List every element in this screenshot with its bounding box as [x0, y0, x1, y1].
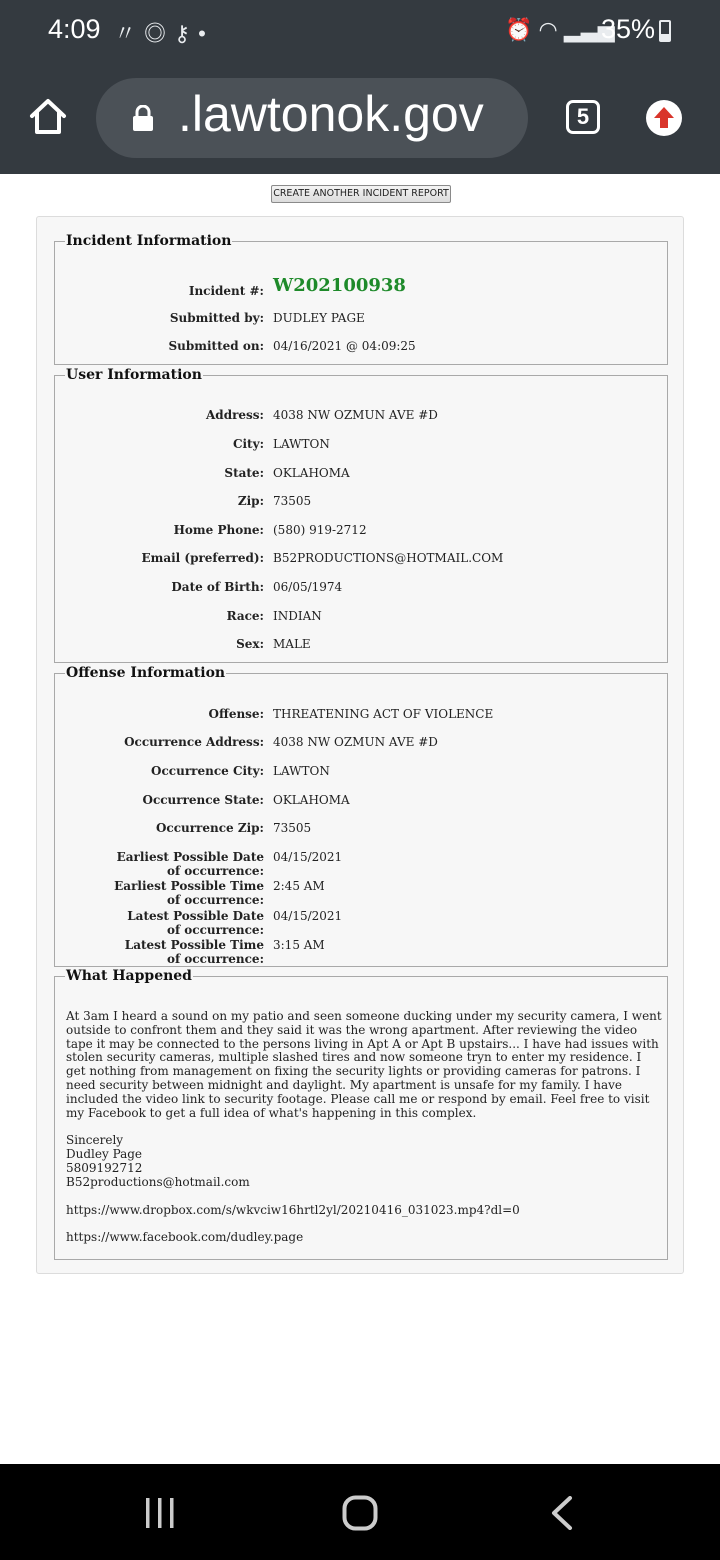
status-bar — [0, 0, 720, 62]
user-information-section — [54, 367, 668, 663]
offense-row-label: Occurrence City: — [151, 764, 264, 778]
offense-row-value: 2:45 AM — [273, 879, 325, 893]
user-row-value: OKLAHOMA — [273, 466, 350, 480]
recents-icon[interactable] — [144, 1497, 176, 1529]
offense-row-value: 73505 — [273, 821, 312, 835]
user-row-label: Address: — [206, 408, 264, 422]
home-icon[interactable] — [28, 96, 68, 136]
up-arrow-icon — [646, 100, 682, 136]
incident-information-section — [54, 233, 668, 365]
signature-phone: 5809192712 — [66, 1160, 143, 1175]
dropbox-link: https://www.dropbox.com/s/wkvciw16hrtl2yl/20210416_031023.mp4?dl=0 — [66, 1202, 520, 1217]
offense-row-label: Earliest Possible Time of occurrence: — [114, 879, 264, 907]
offense-row-value: 04/15/2021 — [273, 909, 343, 923]
tab-switcher-button[interactable]: 5 — [566, 100, 600, 134]
update-button[interactable] — [646, 100, 682, 136]
report-panel — [36, 216, 684, 1274]
user-row-value: LAWTON — [273, 437, 330, 451]
cell-signal-icon: ▂▃▅ — [563, 17, 615, 42]
signal-wave-icon: 〃 — [114, 21, 145, 46]
submitted-by-value: DUDLEY PAGE — [273, 311, 365, 325]
user-row-label: Home Phone: — [173, 523, 264, 537]
user-row-label: Sex: — [236, 637, 264, 651]
offense-row-value: THREATENING ACT OF VIOLENCE — [273, 707, 494, 721]
offense-row-label: Latest Possible Time of occurrence: — [124, 938, 264, 966]
battery-icon — [659, 20, 671, 42]
incident-number: W202100938 — [273, 275, 406, 296]
wifi-icon: ◠ — [538, 17, 558, 42]
key-icon: ⚷ — [174, 21, 199, 46]
back-icon[interactable] — [548, 1496, 576, 1530]
facebook-link: https://www.facebook.com/dudley.page — [66, 1230, 304, 1245]
submitted-on-label: Submitted on: — [168, 339, 264, 353]
home-nav-icon[interactable] — [342, 1495, 378, 1531]
what-happened-legend: What Happened — [66, 968, 192, 984]
system-icons — [505, 17, 615, 43]
notification-icons — [114, 17, 214, 48]
offense-row-value: 3:15 AM — [273, 938, 325, 952]
offense-row-label: Occurrence State: — [142, 793, 264, 807]
user-row-value: 06/05/1974 — [273, 580, 343, 594]
battery-percent: 35% — [601, 14, 656, 44]
offense-row-label: Occurrence Zip: — [155, 821, 264, 835]
submitted-on-value: 04/16/2021 @ 04:09:25 — [273, 339, 416, 353]
what-happened-section — [54, 968, 668, 1260]
offense-row-label: Offense: — [208, 707, 264, 721]
user-row-value: 4038 NW OZMUN AVE #D — [273, 408, 438, 422]
offense-row-label: Occurrence Address: — [124, 735, 264, 749]
signoff: Sincerely — [66, 1133, 124, 1148]
incident-number-label: Incident #: — [188, 284, 264, 298]
page-content — [0, 174, 720, 1464]
url-bar[interactable] — [96, 78, 528, 158]
user-row-value: MALE — [273, 637, 311, 651]
signature-block — [66, 1134, 662, 1189]
offense-row-label: Earliest Possible Date of occurrence: — [116, 850, 264, 878]
signature-name: Dudley Page — [66, 1147, 143, 1162]
offense-row-label: Latest Possible Date of occurrence: — [127, 909, 264, 937]
user-row-value: INDIAN — [273, 609, 322, 623]
user-row-value: 73505 — [273, 494, 312, 508]
offense-row-value: 4038 NW OZMUN AVE #D — [273, 735, 438, 749]
offense-information-section — [54, 665, 668, 967]
incident-information-legend: Incident Information — [66, 233, 232, 249]
signature-email: B52productions@hotmail.com — [66, 1174, 250, 1189]
lock-icon — [132, 105, 154, 131]
user-row-value: B52PRODUCTIONS@HOTMAIL.COM — [273, 551, 504, 565]
user-row-label: State: — [224, 466, 264, 480]
narrative-paragraph: At 3am I heard a sound on my patio and seen someone ducking under my security camera, I went outside to confront them and they said it was the wrong apartment. After reviewing the video tape it may be connected to the persons living in Apt A or Apt B upstairs... I have had issues with stolen security cameras, multiple slashed tires and now someone tryn to enter my residence. I get nothing from management on fixing the security lights or providing cameras for patrons. I need security between midnight and daylight. My apartment is unsafe for my family. I have included the video link to security footage. Please call me or respond by email. Feel free to visit my Facebook to get a full idea of what's happening in this complex. — [66, 1009, 662, 1120]
offense-row-value: OKLAHOMA — [273, 793, 350, 807]
offense-information-legend: Offense Information — [66, 665, 226, 681]
alarm-icon: ⏰ — [505, 17, 533, 42]
submitted-by-label: Submitted by: — [169, 311, 264, 325]
user-row-label: Race: — [226, 609, 264, 623]
system-navigation-bar — [0, 1464, 720, 1560]
dot-icon: • — [198, 21, 214, 46]
user-row-value: (580) 919-2712 — [273, 523, 367, 537]
radio-icon: ◎ — [144, 21, 175, 46]
user-row-label: City: — [232, 437, 264, 451]
url-text[interactable]: .lawtonok.gov — [178, 86, 484, 142]
offense-row-value: LAWTON — [273, 764, 330, 778]
narrative-text — [66, 1010, 662, 1259]
status-time: 4:09 — [48, 14, 101, 44]
browser-toolbar — [0, 62, 720, 174]
user-information-legend: User Information — [66, 367, 202, 383]
user-row-label: Email (preferred): — [141, 551, 264, 565]
user-row-label: Date of Birth: — [171, 580, 264, 594]
create-another-report-button[interactable]: CREATE ANOTHER INCIDENT REPORT — [271, 185, 451, 203]
user-row-label: Zip: — [237, 494, 264, 508]
offense-row-value: 04/15/2021 — [273, 850, 343, 864]
